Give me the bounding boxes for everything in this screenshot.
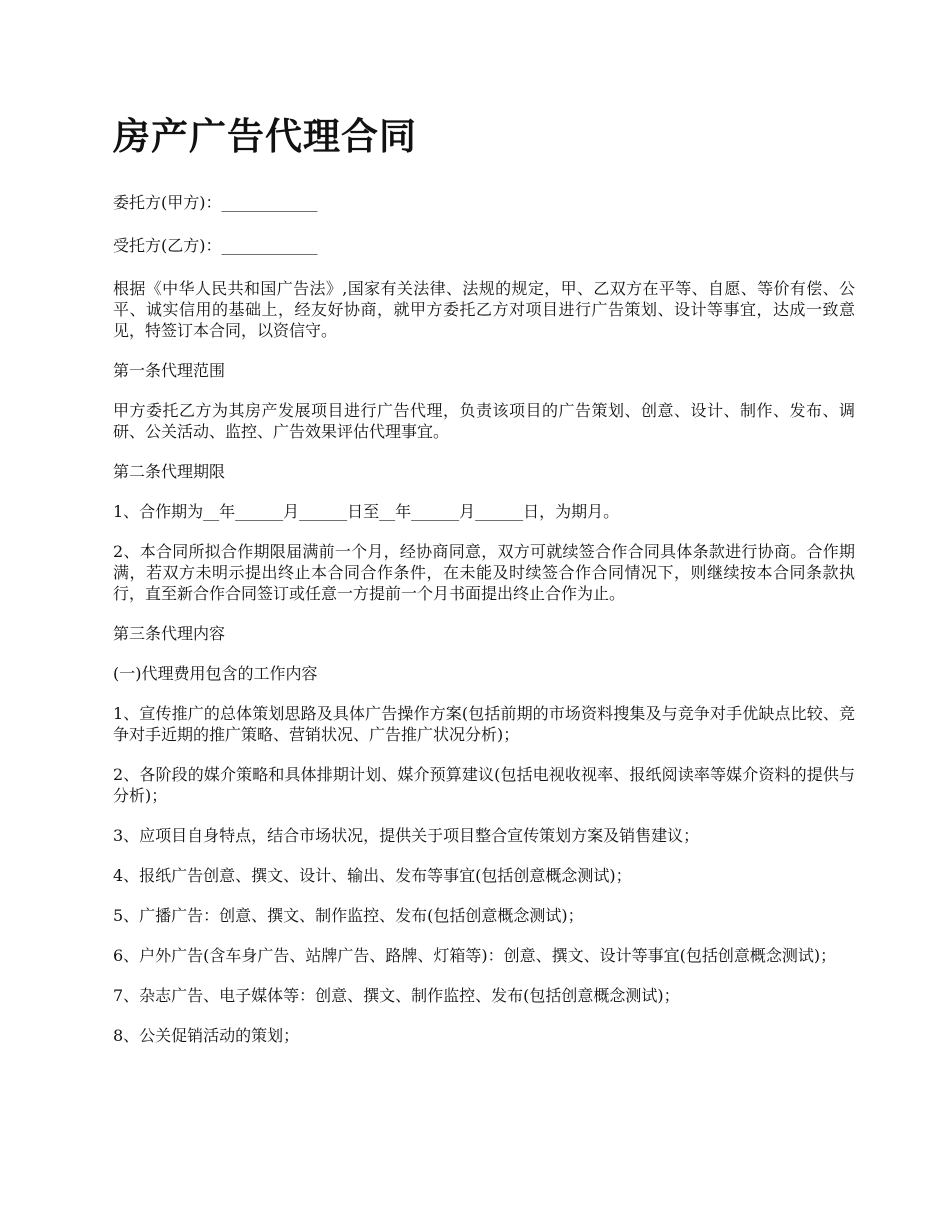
document-page [113,108,855,1065]
article-3-item-8: 8、公关促销活动的策划； [113,1026,300,1045]
preamble-paragraph: 根据《中华人民共和国广告法》,国家有关法律、法规的规定，甲、乙双方在平等、自愿、等价有偿、公平、诚实信用的基础上，经友好协商，就甲方委托乙方对项目进行广告策划、设计等事宜，达成一致意见，特签订本合同，以资信守。 [113,279,855,340]
article-3-item-5: 5、广播广告：创意、撰文、制作监控、发布(包括创意概念测试)； [113,906,584,925]
article-2-heading: 第二条代理期限 [113,462,226,481]
article-3-subheading: (一)代理费用包含的工作内容 [113,664,318,683]
article-3-item-7: 7、杂志广告、电子媒体等：创意、撰文、制作监控、发布(包括创意概念测试)； [113,986,680,1005]
article-3-item-3: 3、应项目自身特点，结合市场状况，提供关于项目整合宣传策划方案及销售建议； [113,826,700,845]
party-a-line: 委托方(甲方)：____________ [113,193,318,212]
article-3-item-4: 4、报纸广告创意、撰文、设计、输出、发布等事宜(包括创意概念测试)； [113,866,632,885]
article-1-heading: 第一条代理范围 [113,361,226,380]
article-3-heading: 第三条代理内容 [113,624,226,643]
article-2-item-1: 1、合作期为__年______月______日至__年______月______日，为期月。 [113,502,620,521]
article-3-item-1: 1、宣传推广的总体策划思路及具体广告操作方案(包括前期的市场资料搜集及与竞争对手优缺点比较、竞争对手近期的推广策略、营销状况、广告推广状况分析)； [113,704,855,744]
party-b-line: 受托方(乙方)：____________ [113,236,318,255]
article-3-item-6: 6、户外广告(含车身广告、站牌广告、路牌、灯箱等)：创意、撰文、设计等事宜(包括创意概念测试)； [113,946,837,965]
article-2-item-2: 2、本合同所拟合作期限届满前一个月，经协商同意，双方可就续签合作合同具体条款进行协商。合作期满，若双方未明示提出终止本合同合作条件，在未能及时续签合作合同情况下，则继续按本合同条款执行，直至新合作合同签订或任意一方提前一个月书面提出终止合作为止。 [113,542,855,603]
document-title: 房产广告代理合同 [113,114,417,158]
article-1-body: 甲方委托乙方为其房产发展项目进行广告代理，负责该项目的广告策划、创意、设计、制作、发布、调研、公关活动、监控、广告效果评估代理事宜。 [113,401,855,441]
article-3-item-2: 2、各阶段的媒介策略和具体排期计划、媒介预算建议(包括电视收视率、报纸阅读率等媒介资料的提供与分析)； [113,765,855,805]
